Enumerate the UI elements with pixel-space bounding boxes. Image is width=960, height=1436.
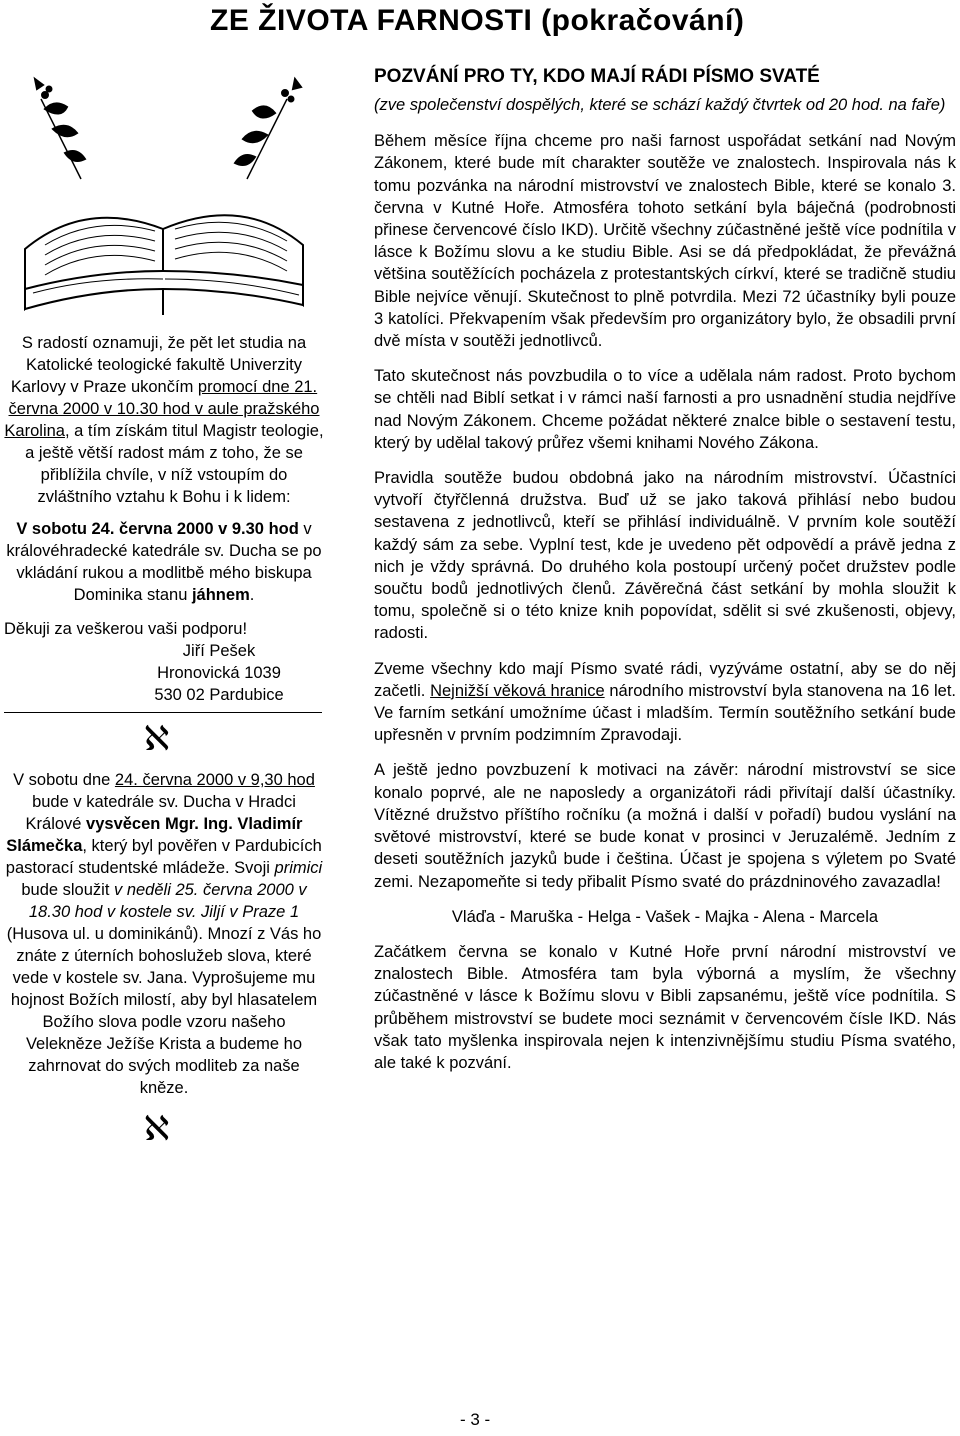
- text: S radostí oznamuji, že pět let studia na Katolické teologické fakultě Univerzity Karlovy v Praze ukončím: [10, 334, 307, 396]
- text: Zveme všechny kdo mají Písmo svaté rádi, vyzýváme ostatní, aby se do něj začetli.: [374, 659, 956, 700]
- text: , který byl pověřen v Pardubicích pastorací studentské mládeže. Svoji: [5, 837, 322, 877]
- signature-street: Hronovická 1039: [157, 664, 281, 682]
- paragraph: Začátkem června se konalo v Kutné Hoře první národní mistrovství ve znalostech Bible. Atmosféra tam byla výborná a myslím, že všechny zúčastněné v lásce k Božímu slovu v Bibli zapsanému, ještě více podnítila. S průběhem mistrovství se budete moci seznámit v červencovém čísle IKD. Nás však tato myšlenka inspirovala nejen k intenzivnějšímu studiu Písma svatého, ale také k pozvání.: [374, 942, 956, 1072]
- section-heading: POZVÁNÍ PRO TY, KDO MAJÍ RÁDI PÍSMO SVATÉ: [374, 66, 820, 87]
- page-title: ZE ŽIVOTA FARNOSTI (pokračování): [210, 4, 745, 37]
- ordination-date-paragraph: [4, 518, 324, 606]
- text: .: [249, 586, 255, 604]
- bold-text: vysvěcen Mgr. Ing. Vladimír Slámečka: [6, 815, 303, 855]
- underlined-text: 24. června 2000 v 9,30 hod: [114, 771, 315, 789]
- underlined-text: Nejnižší věková hranice: [430, 681, 605, 700]
- ordination-block: [4, 769, 324, 1099]
- text: , a tím získám titul Magistr teologie, a ještě větší radost mám z toho, že se přiblížila chvíle, v níž vstoupím do zvláštního vztahu k Bohu i k lidem:: [25, 422, 324, 506]
- signature-name: Jiří Pešek: [182, 642, 256, 660]
- announcement-block: [4, 332, 324, 706]
- announcement-paragraph: [4, 332, 324, 508]
- thanks-line: Děkuji za veškerou vaši podporu!: [4, 620, 248, 638]
- ordination-paragraph: [4, 769, 324, 1099]
- bold-text: V sobotu 24. června 2000 v 9.30 hod: [16, 520, 299, 538]
- italic-text: v neděli 25. června 2000 v 18.30 hod v kostele sv. Jiljí v Praze 1: [28, 881, 307, 921]
- divider-ornament-icon: ℵ: [144, 1109, 170, 1149]
- text: (Husova ul. u dominikánů). Mnozí z Vás ho znáte z úterních bohoslužeb slova, které vede v kostele sv. Jana. Vyprošujeme mu hojnost Božích milostí, aby byl hlasatelem Božího slova podle vzoru našeho Velekněze Ježíše Krista a budeme ho zahrnovat do svých modliteb za naše kněze.: [6, 925, 322, 1097]
- divider-ornament-icon: ℵ: [144, 719, 170, 759]
- text: V sobotu dne: [13, 771, 115, 789]
- open-bible-with-holly-icon: [4, 68, 324, 320]
- paragraph: Pravidla soutěže budou obdobná jako na národním mistrovství. Účastníci vytvoří čtyřčlenná družstva. Buď už se jako taková přihlásí nebo budou sestavena z jednotlivců, kteří se přihlásí individuálně. V prvním kole soutěží každý sám za sebe. Vyplní test, kde je uvedeno pět odpovědí a právě jedna z nich je vždy správná. Do druhého kola postoupí určený počet družstev podle součtu bodů jednotlivých členů. Závěrečná část setkání by mohla sloužit k tomu, společně si o této knize knih popovídat, sdělit si své zkušenosti, objevy, radosti.: [374, 469, 956, 643]
- italic-text: primici: [274, 859, 323, 877]
- text: v královéhradecké katedrále sv. Ducha se po vkládání rukou a modlitbě mého biskupa Dominika stanu: [6, 520, 322, 604]
- signature-city: 530 02 Pardubice: [154, 686, 284, 704]
- underlined-text: promocí dne 21. června 2000 v 10.30 hod v aule pražského Karolina: [4, 378, 320, 440]
- paragraph: Tato skutečnost nás povzbudila o to více a udělala nám radost. Proto bychom se chtěli nad Biblí setkat i v rámci naší farnosti a pro usnadnění studia nejdříve nad Novým Zákonem. Chceme požádat některé znalce bible o sestavení testu, který by udělal takový průřez všemi knihami Nového Zákona.: [374, 367, 956, 452]
- left-column: [4, 68, 324, 1159]
- signature-names: Vláďa - Maruška - Helga - Vašek - Majka - Alena - Marcela: [451, 907, 879, 926]
- right-column: [374, 66, 956, 1087]
- bold-text: jáhnem: [191, 586, 250, 604]
- section-rule: [4, 712, 322, 713]
- text: národního mistrovství byla stanovena na 16 let. Ve farním setkání umožníme účast i mladším. Termín soutěžního setkání bude upřesněn v prvním podzimním Zpravodaji.: [374, 681, 957, 745]
- text: bude v katedrále sv. Ducha v Hradci Králové: [25, 793, 296, 833]
- section-subheading: (zve společenství dospělých, které se schází každý čtvrtek od 20 hod. na faře): [374, 96, 946, 115]
- text: bude sloužit: [21, 881, 114, 899]
- paragraph: A ještě jedno povzbuzení k motivaci na závěr: národní mistrovství se sice konalo poprvé, ale ne naposledy a organizátoři rádi přivítají další účastníky. Vítězné družstvo příštího ročníku (a možná i další v pořadí) budou vyslání na světové mistrovství, které se bude konat v prosinci v Jeruzalémě. Jedním z deseti soutěžních jazyků bude i čeština. Účast je spojena s výletem po Svaté zemi. Nezapomeňte si tedy přibalit Písmo svaté do prázdninového zavazadla!: [374, 761, 956, 891]
- paragraph: [374, 658, 956, 747]
- page-number: - 3 -: [460, 1410, 491, 1429]
- paragraph: Během měsíce října chceme pro naši farnost uspořádat setkání nad Novým Zákonem, které bude mít charakter soutěže ve znalostech. Inspirovala nás k tomu pozvánka na národní mistrovství ve znalostech Bible, které se konalo 3. června v Kutné Hoře. Atmosféra tohoto setkání byla báječná (podrobnosti přinese červencové číslo IKD). Určitě všechny zúčastněné ještě více podnítila v lásce k Božímu slovu a ke studiu Bible. Asi se dá předpokládat, že převážná většina soutěžících pocházela z protestantských církví, které se tradičně studiu Bible nejvíce věnují. Skutečnost to plně potvrdila. Mezi 72 účastníky byli pouze 3 katolíci. Překvapením však především pro organizátory bylo, že obsadili první dvě místa v soutěži jednotlivců.: [374, 132, 956, 351]
